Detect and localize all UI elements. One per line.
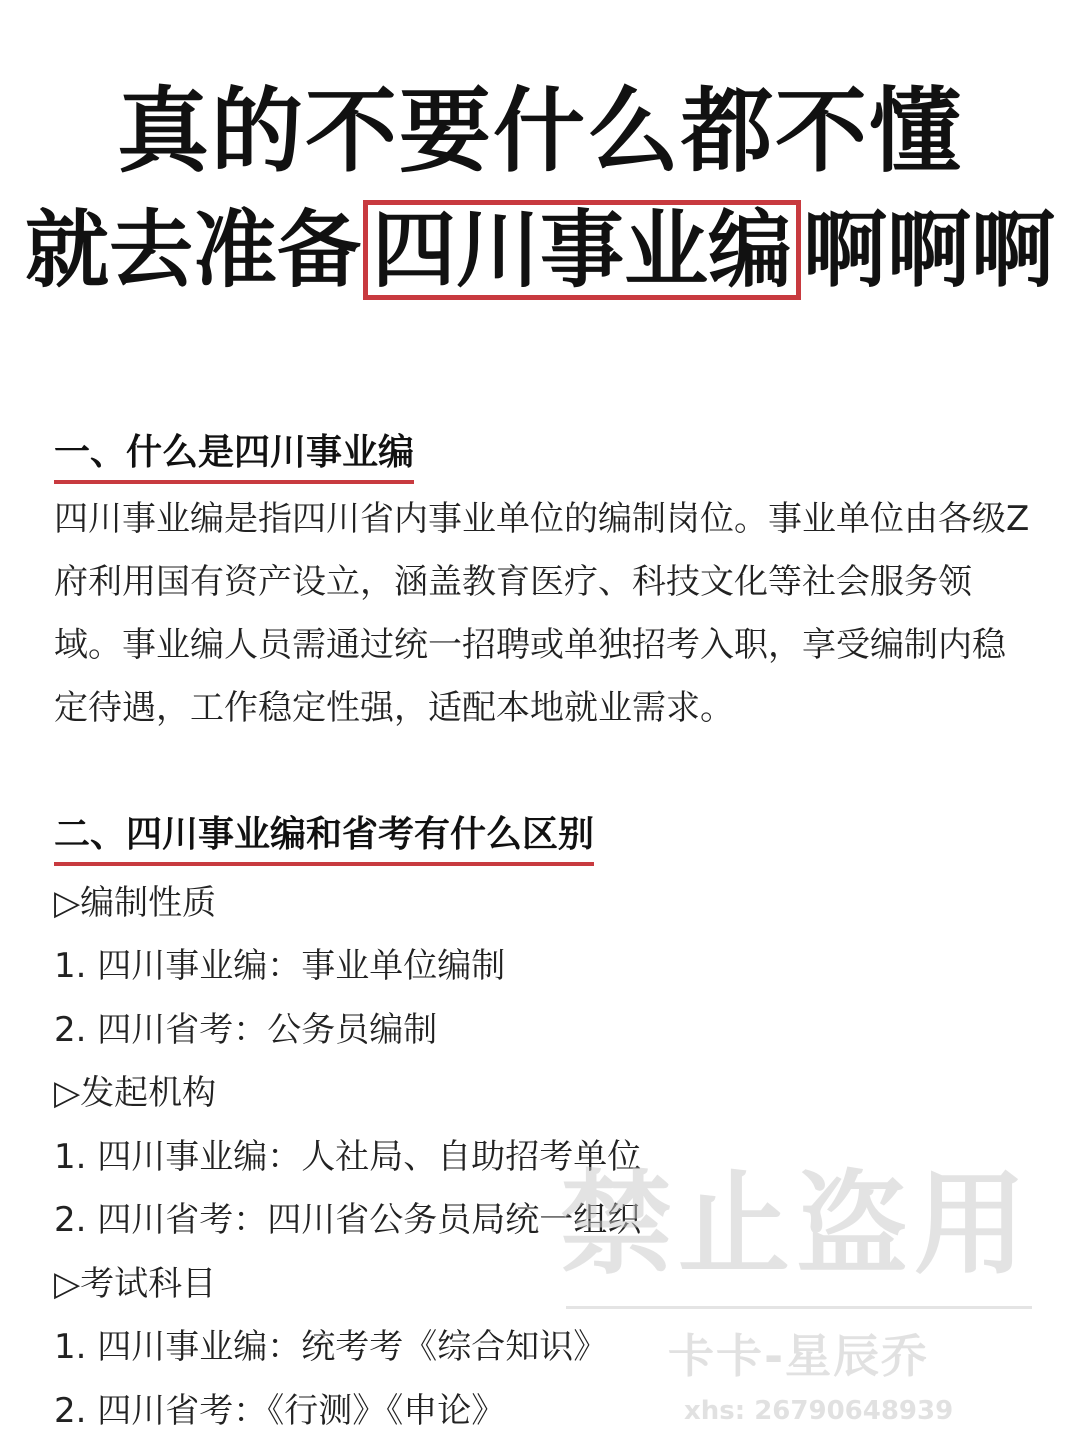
watermark-author: 卡卡-星辰乔 xyxy=(668,1329,930,1383)
watermark-text: 禁止盗用 xyxy=(560,1160,1032,1290)
list-item: 2. 四川省考：《行测》《申论》 xyxy=(54,1391,506,1431)
criterion-subjects: ▷考试科目 xyxy=(54,1264,217,1304)
watermark-divider xyxy=(566,1306,1032,1309)
section1-paragraph: 四川事业编是指四川省内事业单位的编制岗位。事业单位由各级Z府利用国有资产设立，涵盖教育医疗、科技文化等社会服务领域。事业编人员需通过统一招聘或单独招考入职，享受编制内稳定待遇，工作稳定性强，适配本地就业需求。 xyxy=(54,499,1030,728)
title-suffix: 啊啊啊 xyxy=(803,201,1056,299)
section1-heading: 一、什么是四川事业编 xyxy=(54,430,414,484)
section2-heading: 二、四川事业编和省考有什么区别 xyxy=(54,812,594,866)
criterion-nature: ▷编制性质 xyxy=(54,883,217,923)
list-item: 1. 四川事业编：统考考《综合知识》 xyxy=(54,1327,608,1367)
title-prefix: 就去准备 xyxy=(24,201,361,299)
criterion-organizer: ▷发起机构 xyxy=(54,1073,217,1113)
list-item: 1. 四川事业编：人社局、自助招考单位 xyxy=(54,1137,642,1177)
watermark-id: xhs: 26790648939 xyxy=(684,1396,954,1426)
page-title-line1: 真的不要什么都不懂 xyxy=(116,78,963,185)
list-item: 1. 四川事业编：事业单位编制 xyxy=(54,946,506,986)
page-title-line2 xyxy=(0,200,1080,300)
list-item: 2. 四川省考：四川省公务员局统一组织 xyxy=(54,1200,642,1240)
title-highlight-box: 四川事业编 xyxy=(363,200,801,300)
list-item: 2. 四川省考：公务员编制 xyxy=(54,1010,438,1050)
